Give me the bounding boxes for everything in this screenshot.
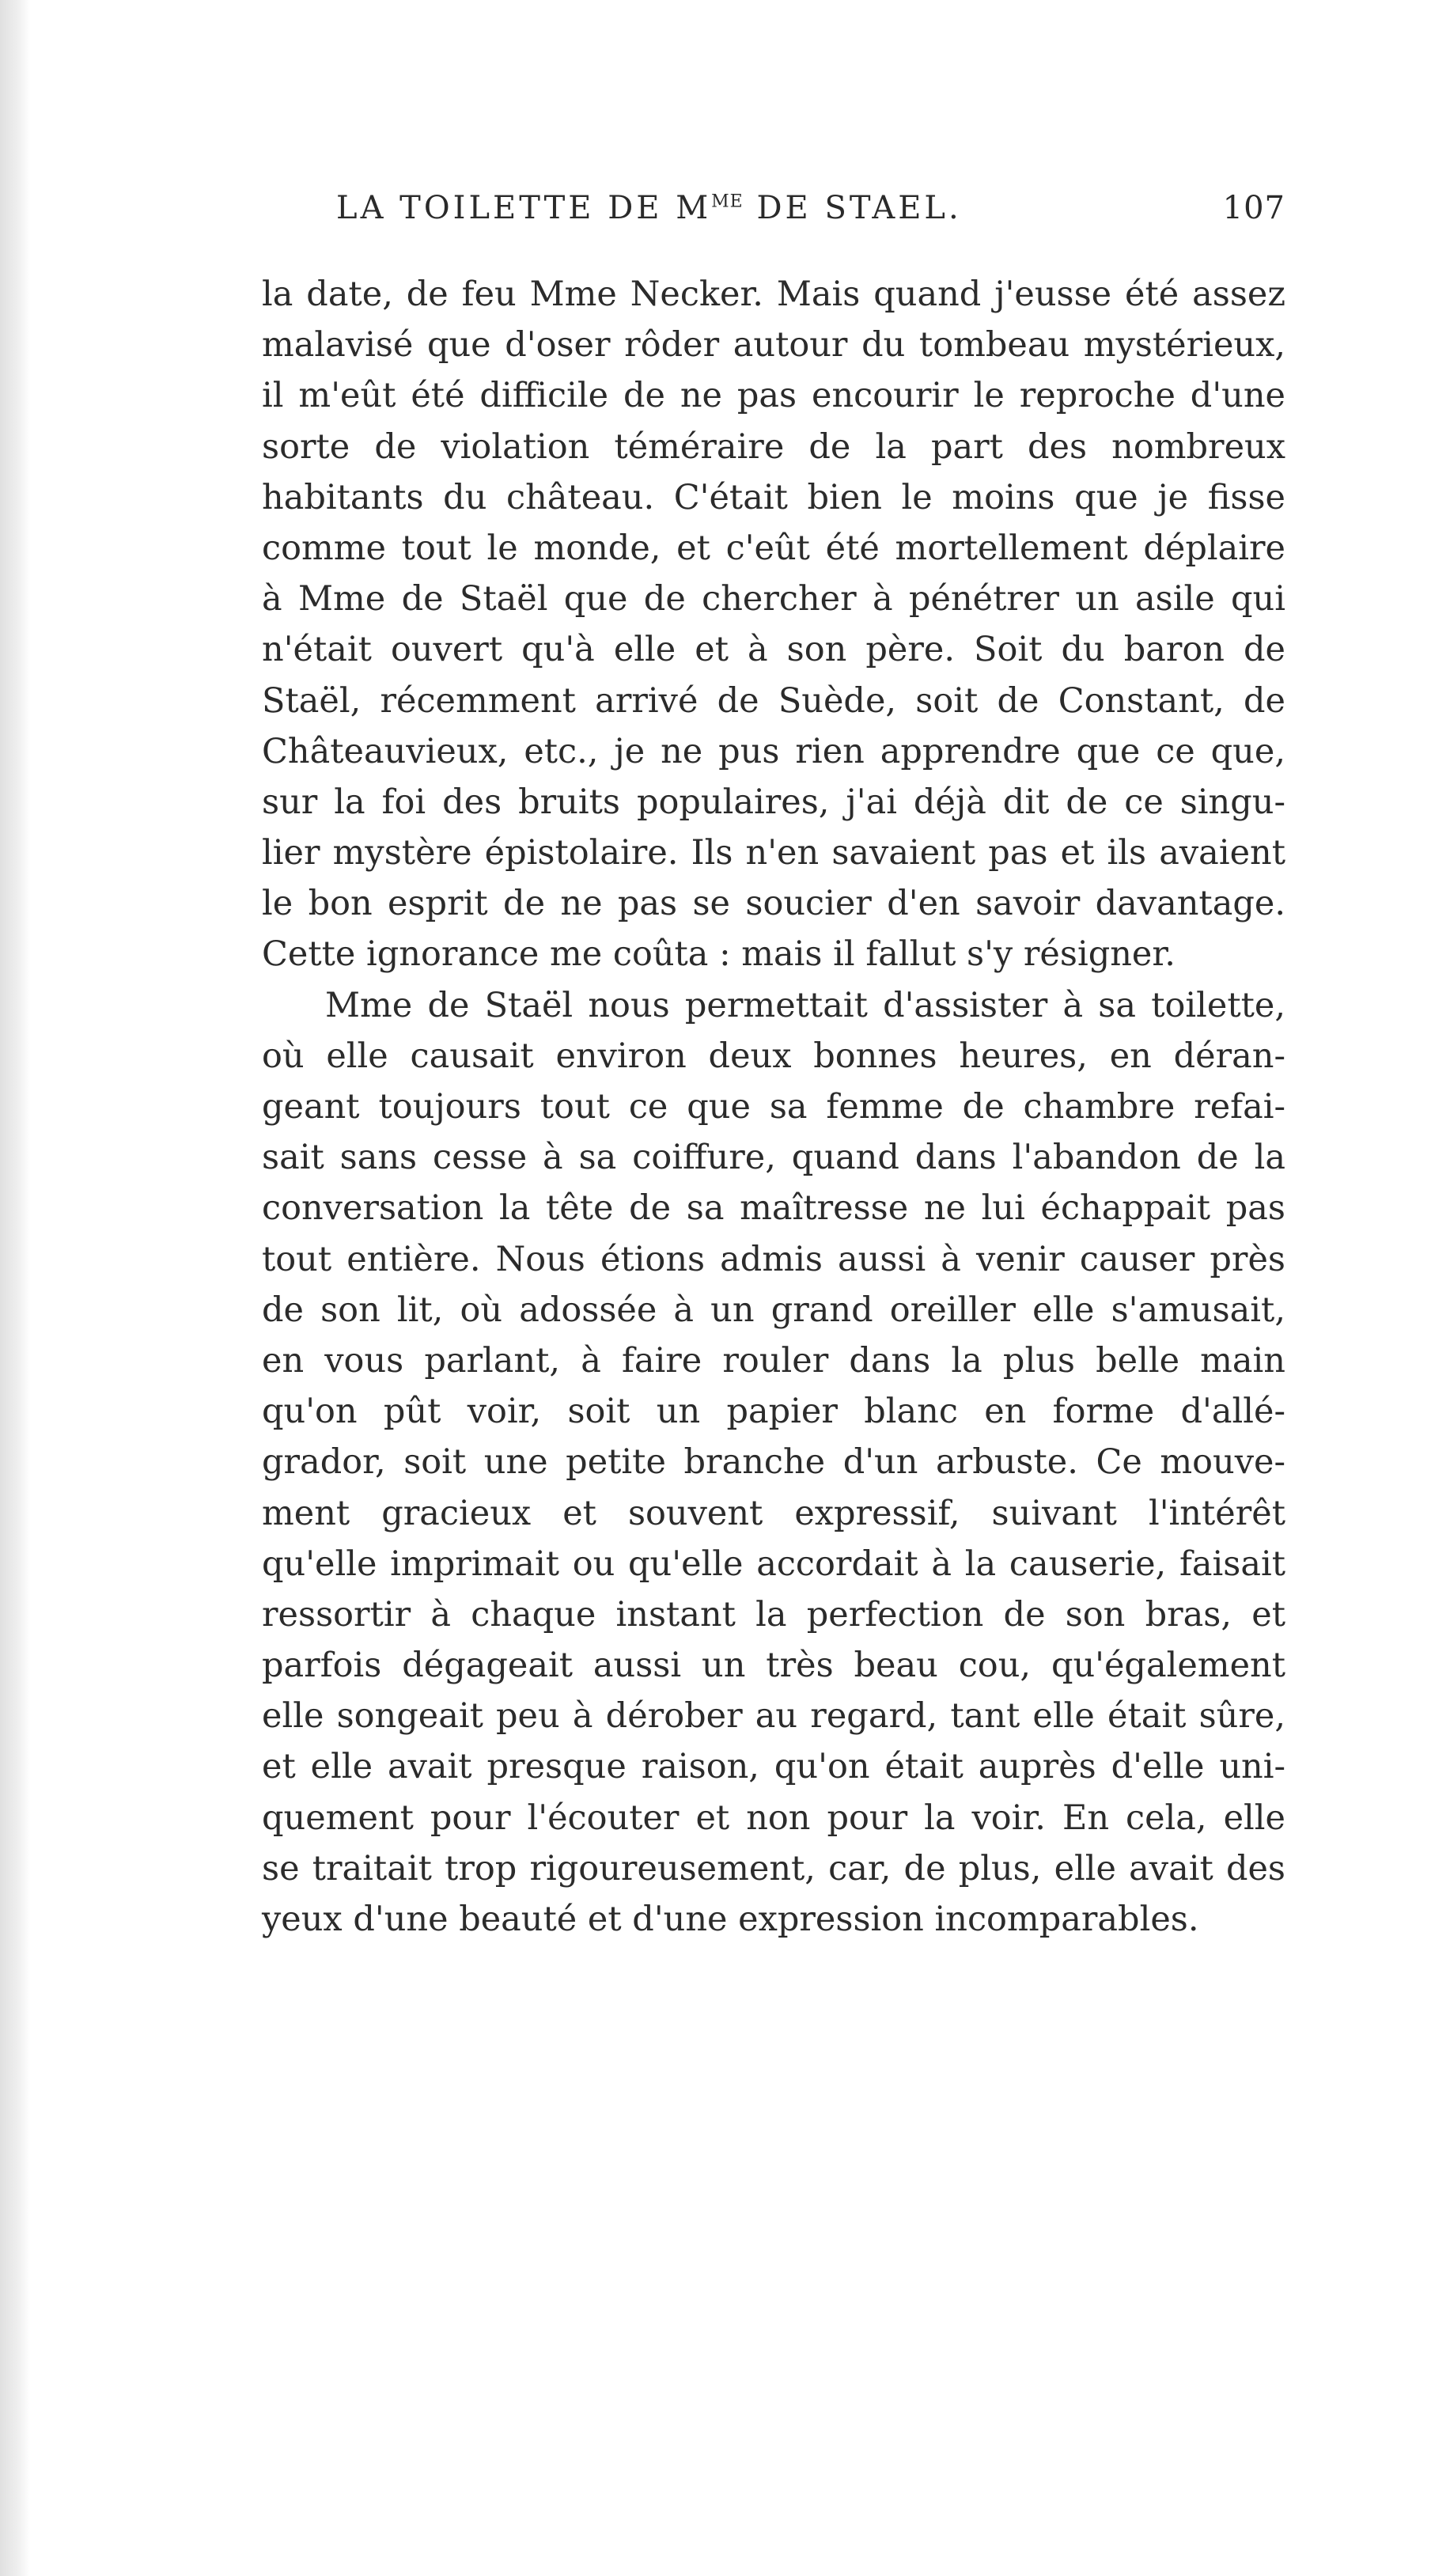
text-line: de son lit, où adossée à un grand oreiller elle s'amusait, [262, 1290, 1285, 1330]
body-text [262, 269, 1285, 1945]
page-header [336, 190, 1285, 245]
text-line: à Mme de Staël que de chercher à pénétrer un asile qui [262, 579, 1285, 619]
text-line: parfois dégageait aussi un très beau cou, qu'également [262, 1646, 1285, 1686]
text-line: Châteauvieux, etc., je ne pus rien apprendre que ce que, [262, 731, 1285, 771]
text-line: elle songeait peu à dérober au regard, tant elle était sûre, [262, 1696, 1285, 1737]
text-line: en vous parlant, à faire rouler dans la plus belle main [262, 1340, 1285, 1381]
text-line: malavisé que d'oser rôder autour du tombeau mystérieux, [262, 325, 1285, 366]
text-line: ressortir à chaque instant la perfection de son bras, et [262, 1594, 1285, 1635]
text-line: ment gracieux et souvent expressif, suivant l'intérêt [262, 1493, 1285, 1533]
running-title [336, 190, 962, 226]
text-line: yeux d'une beauté et d'une expression incomparables. [262, 1900, 1199, 1939]
text-line: n'était ouvert qu'à elle et à son père. Soit du baron de [262, 630, 1285, 670]
text-line: qu'elle imprimait ou qu'elle accordait à la causerie, faisait [262, 1544, 1285, 1584]
text-line: grador, soit une petite branche d'un arbuste. Ce mouve- [262, 1442, 1285, 1483]
page-number: 107 [1222, 190, 1285, 226]
text-line: sur la foi des bruits populaires, j'ai déjà dit de ce singu- [262, 782, 1285, 822]
text-line: Cette ignorance me coûta : mais il fallut s'y résigner. [262, 934, 1176, 975]
text-line: il m'eût été difficile de ne pas encourir le reproche d'une [262, 376, 1285, 416]
text-line: Staël, récemment arrivé de Suède, soit de Constant, de [262, 680, 1285, 721]
book-gutter-shadow [0, 0, 30, 2576]
text-line: où elle causait environ deux bonnes heures, en déran- [262, 1036, 1285, 1076]
text-line: habitants du château. C'était bien le moins que je fisse [262, 477, 1285, 517]
text-line: conversation la tête de sa maîtresse ne lui échappait pas [262, 1188, 1285, 1229]
running-title-main: LA TOILETTE DE M [336, 190, 712, 226]
text-line: se traitait trop rigoureusement, car, de plus, elle avait des [262, 1848, 1285, 1888]
text-line: comme tout le monde, et c'eût été mortellement déplaire [262, 528, 1285, 568]
text-line: geant toujours tout ce que sa femme de chambre refai- [262, 1087, 1285, 1127]
running-title-superscript: ME [711, 191, 744, 212]
text-line: sorte de violation téméraire de la part des nombreux [262, 426, 1285, 467]
text-line: la date, de feu Mme Necker. Mais quand j'eusse été assez [262, 275, 1285, 314]
text-line: le bon esprit de ne pas se soucier d'en savoir davantage. [262, 884, 1285, 924]
text-line: tout entière. Nous étions admis aussi à venir causer près [262, 1239, 1285, 1279]
text-line: qu'on pût voir, soit un papier blanc en forme d'allé- [262, 1392, 1285, 1432]
text-line: sait sans cesse à sa coiffure, quand dans l'abandon de la [262, 1138, 1285, 1178]
text-line: lier mystère épistolaire. Ils n'en savaient pas et ils avaient [262, 833, 1285, 873]
running-title-tail: DE STAEL. [743, 190, 962, 226]
text-line: quement pour l'écouter et non pour la voir. En cela, elle [262, 1798, 1285, 1838]
text-line: et elle avait presque raison, qu'on était auprès d'elle uni- [262, 1747, 1285, 1787]
text-line: Mme de Staël nous permettait d'assister à sa toilette, [325, 985, 1285, 1025]
